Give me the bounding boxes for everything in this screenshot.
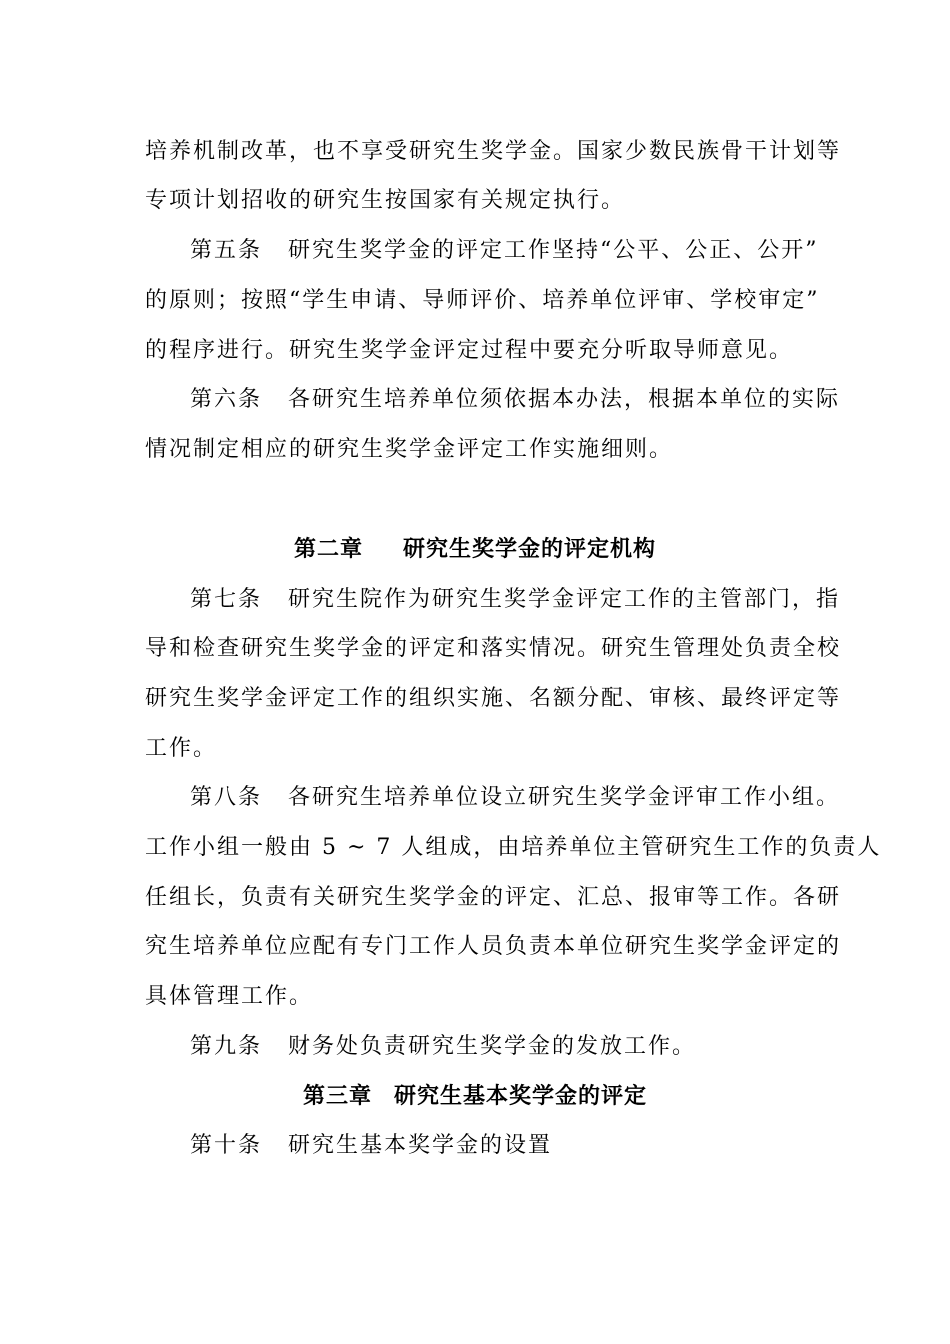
- article-9-label: 第九条: [190, 1034, 263, 1059]
- paragraph-line: 的程序进行。研究生奖学金评定过程中要充分听取导师意见。: [145, 338, 794, 363]
- paragraph-line: 培养机制改革，也不享受研究生奖学金。国家少数民族骨干计划等: [145, 139, 842, 164]
- paragraph-line: 研究生奖学金评定工作的组织实施、名额分配、审核、最终评定等: [145, 686, 842, 711]
- paragraph-line: 工作。: [145, 736, 218, 761]
- article-10-text: 研究生基本奖学金的设置: [288, 1133, 553, 1158]
- chapter-2-heading: [0, 536, 950, 562]
- chapter-3-number: 第三章: [302, 1083, 372, 1109]
- article-6-first-line: [190, 387, 840, 413]
- article-6-text: 各研究生培养单位须依据本办法，根据本单位的实际: [288, 387, 841, 412]
- article-5-label: 第五条: [190, 238, 263, 263]
- chapter-2-title: 研究生奖学金的评定机构: [403, 536, 657, 562]
- article-9-text: 财务处负责研究生奖学金的发放工作。: [288, 1034, 697, 1059]
- article-8-first-line: [190, 785, 840, 811]
- paragraph-line: 工作小组一般由 5 ~ 7 人组成，由培养单位主管研究生工作的负责人: [145, 835, 882, 860]
- article-7-first-line: [190, 587, 840, 613]
- paragraph-line: 具体管理工作。: [145, 984, 314, 1009]
- article-8-label: 第八条: [190, 785, 263, 810]
- article-7-text: 研究生院作为研究生奖学金评定工作的主管部门，指: [288, 587, 841, 612]
- article-10-first-line: [190, 1133, 552, 1159]
- article-9-first-line: [190, 1034, 696, 1060]
- paragraph-line: 究生培养单位应配有专门工作人员负责本单位研究生奖学金评定的: [145, 934, 842, 959]
- article-5-text: 研究生奖学金的评定工作坚持“公平、公正、公开”: [288, 238, 819, 263]
- paragraph-line: 情况制定相应的研究生奖学金评定工作实施细则。: [145, 437, 674, 462]
- paragraph-line: 导和检查研究生奖学金的评定和落实情况。研究生管理处负责全校: [145, 636, 842, 661]
- paragraph-line: 的原则；按照“学生申请、导师评价、培养单位评审、学校审定”: [145, 288, 820, 313]
- article-7-label: 第七条: [190, 587, 263, 612]
- article-6-label: 第六条: [190, 387, 263, 412]
- chapter-3-title: 研究生基本奖学金的评定: [394, 1083, 648, 1109]
- chapter-3-heading: [0, 1083, 950, 1109]
- article-10-label: 第十条: [190, 1133, 263, 1158]
- paragraph-line: 专项计划招收的研究生按国家有关规定执行。: [145, 188, 626, 213]
- article-8-text: 各研究生培养单位设立研究生奖学金评审工作小组。: [288, 785, 841, 810]
- chapter-2-number: 第二章: [293, 536, 363, 562]
- paragraph-line: 任组长，负责有关研究生奖学金的评定、汇总、报审等工作。各研: [145, 885, 842, 910]
- article-5-first-line: [190, 238, 819, 264]
